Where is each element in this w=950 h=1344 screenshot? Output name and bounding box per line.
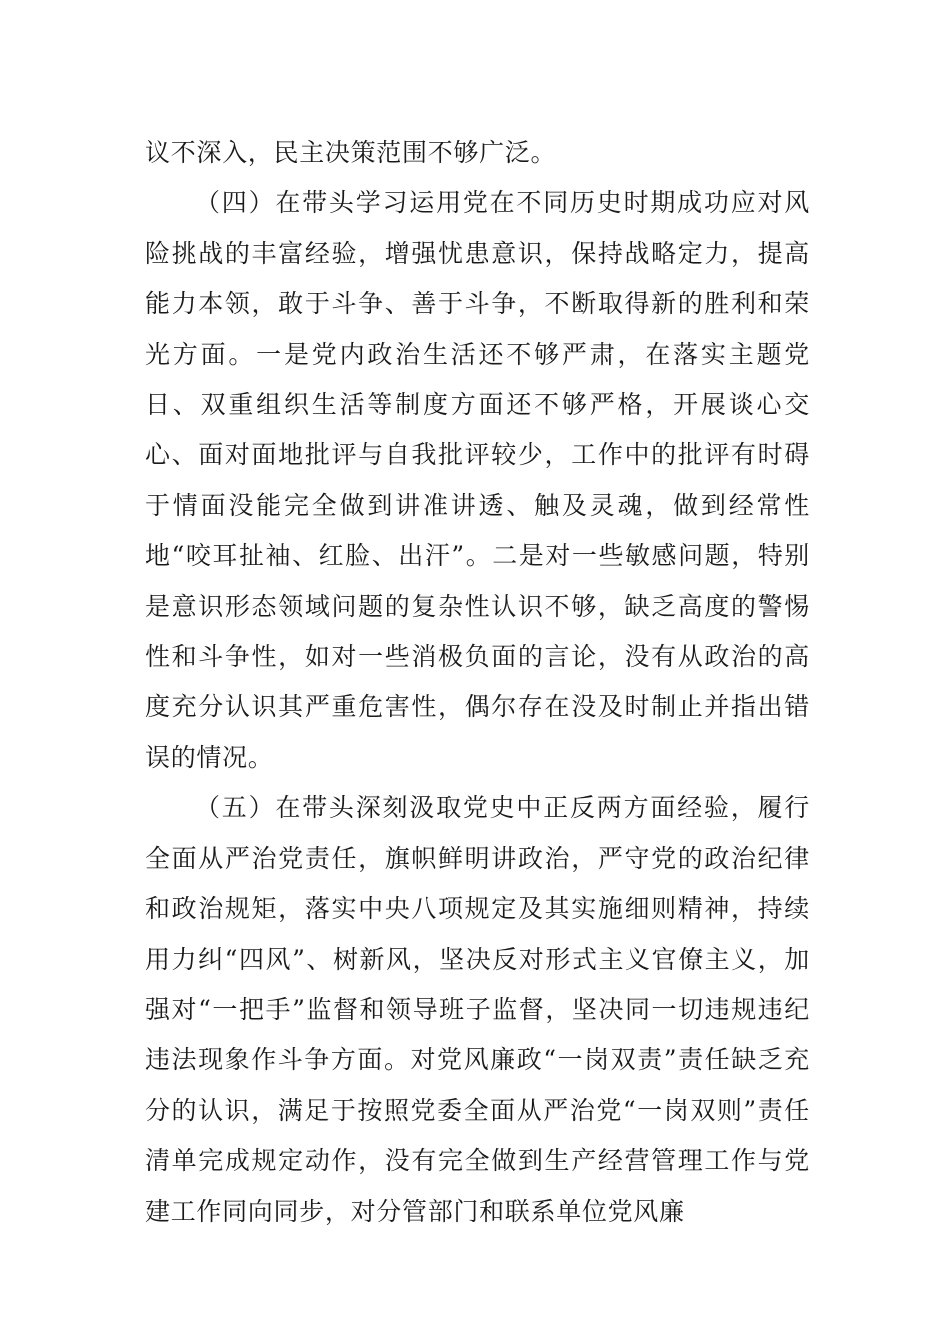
paragraph-continuation: 议不深入，民主决策范围不够广泛。 — [145, 138, 557, 167]
paragraph-section-four: （四）在带头学习运用党在不同历史时期成功应对风险挑战的丰富经验，增强忧患意识，保持战略定力，提高能力本领，敢于斗争、善于斗争，不断取得新的胜利和荣光方面。一是党内政治生活还不够严肃，在落实主题党日、双重组织生活等制度方面还不够严格，开展谈心交心、面对面地批评与自我批评较少，工作中的批评有时碍于情面没能完全做到讲准讲透、触及灵魂，做到经常性地“咬耳扯袖、红脸、出汗”。二是对一些敏感问题，特别是意识形态领域问题的复杂性认识不够，缺乏高度的警惕性和斗争性，如对一些消极负面的言论，没有从政治的高度充分认识其严重危害性，偶尔存在没及时制止并指出错误的情况。 — [145, 188, 810, 772]
paragraph-section-five: （五）在带头深刻汲取党史中正反两方面经验，履行全面从严治党责任，旗帜鲜明讲政治，严守党的政治纪律和政治规矩，落实中央八项规定及其实施细则精神，持续用力纠“四风”、树新风，坚决反对形式主义官僚主义，加强对“一把手”监督和领导班子监督，坚决同一切违规违纪违法现象作斗争方面。对党风廉政“一岗双责”责任缺乏充分的认识，满足于按照党委全面从严治党“一岗双则”责任清单完成规定动作，没有完全做到生产经营管理工作与党建工作同向同步，对分管部门和联系单位党风廉 — [145, 793, 810, 1226]
document-body — [145, 128, 810, 1237]
